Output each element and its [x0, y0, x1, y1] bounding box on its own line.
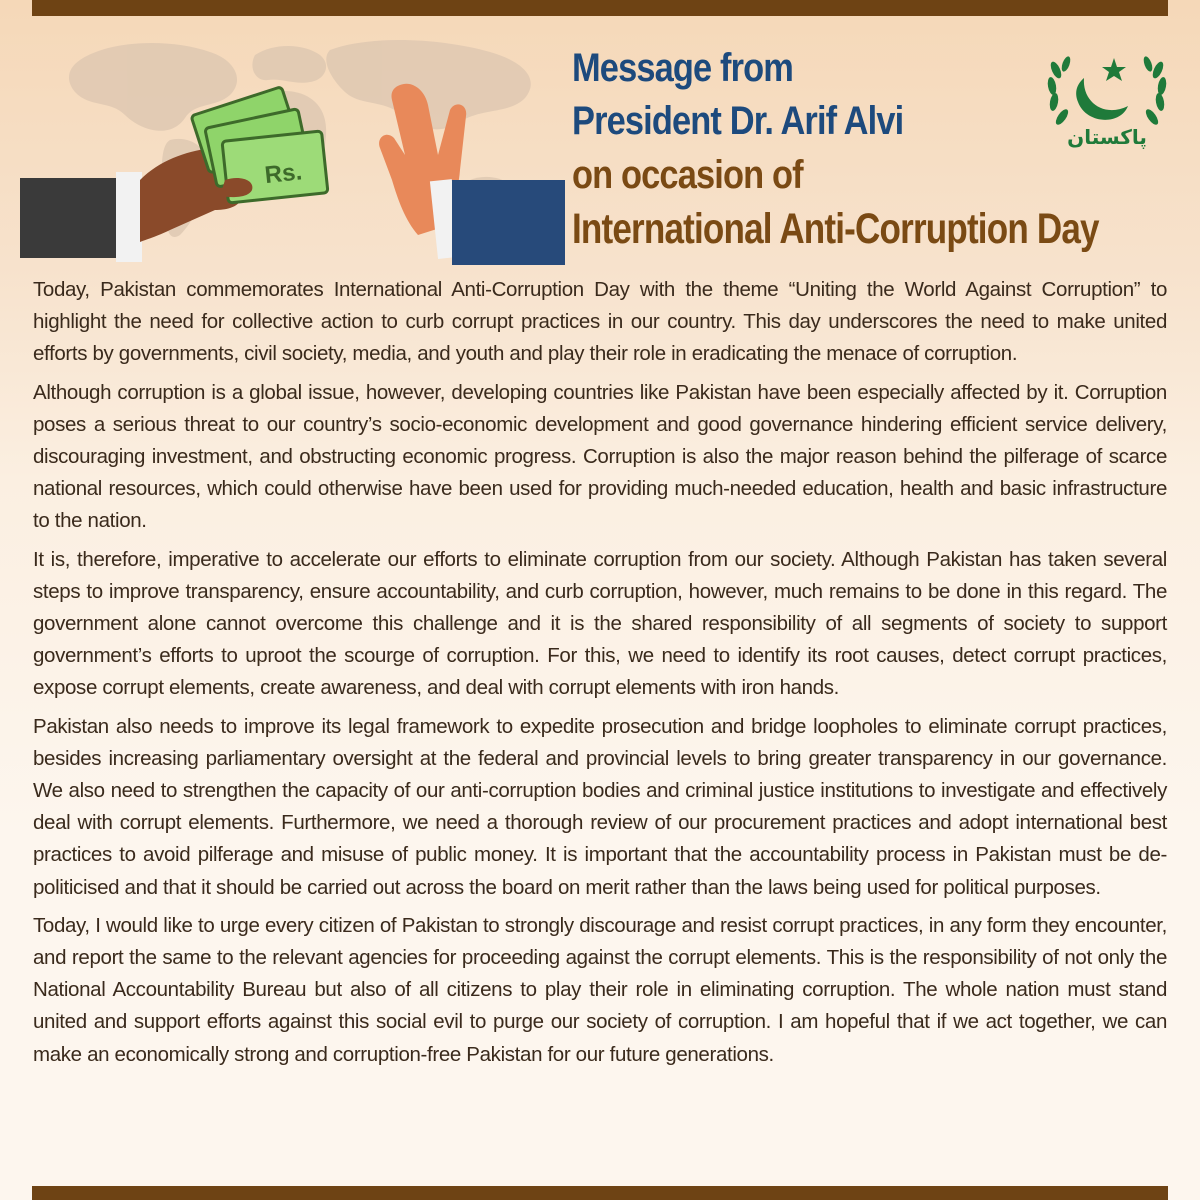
title-line-1: Message from	[572, 46, 794, 90]
pakistan-emblem-icon	[1042, 40, 1172, 150]
bribe-refusal-illustration	[20, 30, 565, 265]
paragraph-2: Although corruption is a global issue, however, developing countries like Pakistan have been especially affected by it. Corruption poses a serious threat to our country’s socio-economic development and good governance hindering efficient service delivery, discouraging investment, and obstructing economic progress. Corruption is also the major reason behind the pilferage of scarce national resources, which could otherwise have been used for providing much-needed education, health and basic infrastructure to the nation.	[33, 380, 1167, 533]
emblem-wordmark: پاکستان	[1067, 125, 1147, 149]
paragraph-5: Today, I would like to urge every citizen of Pakistan to strongly discourage and resist corrupt practices, in any form they encounter, and report the same to the relevant agencies for proceeding against the corrupt elements. This is the responsibility of not only the National Accountability Bureau but also of all citizens to play their role in eliminating corruption. The whole nation must stand united and support efforts against this social evil to purge our society of corruption. I am hopeful that if we act together, we can make an economically strong and corruption-free Pakistan for our future generations.	[33, 913, 1167, 1066]
title-line-4: International Anti-Corruption Day	[572, 205, 1099, 253]
message-body	[33, 274, 1167, 1077]
title-line-2: President Dr. Arif Alvi	[572, 99, 904, 143]
bottom-border-bar	[32, 1186, 1168, 1200]
paragraph-3: It is, therefore, imperative to accelerate our efforts to eliminate corruption from our society. Although Pakistan has taken several steps to improve transparency, ensure accountability, and curb corruption, however, much remains to be done in this regard. The government alone cannot overcome this challenge and it is the shared responsibility of all segments of society to support government’s efforts to uproot the scourge of corruption. For this, we need to identify its root causes, detect corrupt practices, expose corrupt elements, create awareness, and deal with corrupt elements with iron hands.	[33, 547, 1167, 700]
top-border-bar	[32, 0, 1168, 16]
paragraph-4: Pakistan also needs to improve its legal framework to expedite prosecution and bridge loopholes to eliminate corrupt practices, besides increasing parliamentary oversight at the federal and provincial levels to bring greater transparency in our governance. We also need to strengthen the capacity of our anti-corruption bodies and criminal justice institutions to investigate and effectively deal with corrupt elements. Furthermore, we need a thorough review of our procurement practices and adopt international best practices to avoid pilferage and misuse of public money. It is important that the accountability process in Pakistan must be de-politicised and that it should be carried out across the board on merit rather than the laws being used for political purposes.	[33, 714, 1167, 899]
banknote-label: Rs.	[263, 158, 304, 190]
paragraph-1: Today, Pakistan commemorates International Anti-Corruption Day with the theme “Uniting the World Against Corruption” to highlight the need for collective action to curb corrupt practices in our country. This day underscores the need to make united efforts by governments, civil society, media, and youth and play their role in eradicating the menace of corruption.	[33, 278, 1167, 366]
title-line-3: on occasion of	[572, 153, 803, 197]
